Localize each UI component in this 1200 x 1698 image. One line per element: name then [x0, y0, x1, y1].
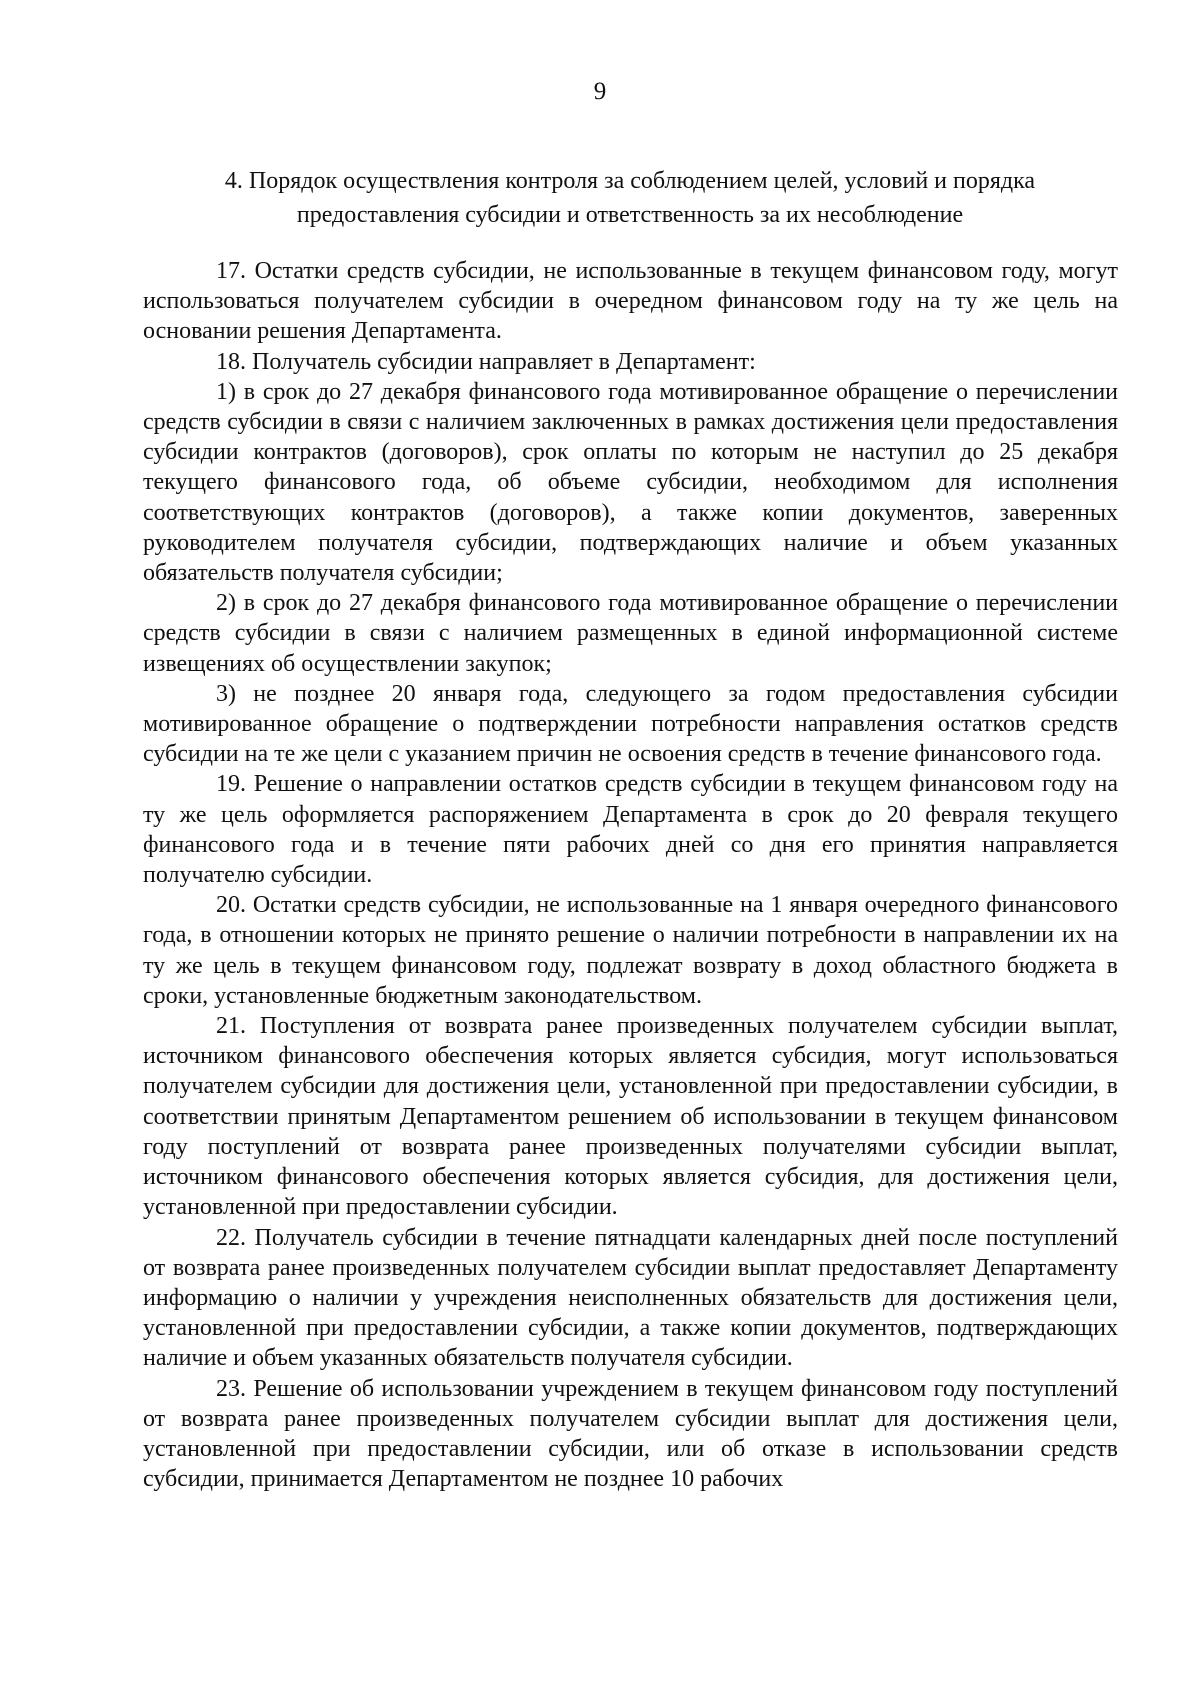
paragraph-18-item-1: 1) в срок до 27 декабря финансового года мотивированное обращение о перечислении средств субсидии в связи с наличием заключенных в рамках достижения цели предоставления субсидии контрактов (договоров), срок оплаты по которым не наступил до 25 декабря текущего финансового года, об объеме субсидии, необходимом для исполнения соответствующих контрактов (договоров), а также копии документов, заверенных руководителем получателя субсидии, подтверждающих наличие и объем указанных обязательств получателя субсидии;: [143, 378, 1118, 587]
section-title-line-1: 4. Порядок осуществления контроля за соблюдением целей, условий и порядка: [224, 168, 1036, 194]
paragraph-22: 22. Получатель субсидии в течение пятнадцати календарных дней после поступлений от возврата ранее произведенных получателем субсидии выплат предоставляет Департаменту информацию о наличии у учреждения неисполненных обязательств для достижения цели, установленной при предоставлении субсидии, а также копии документов, подтверждающих наличие и объем указанных обязательств получателя субсидии.: [143, 1224, 1118, 1372]
section-title: [140, 164, 1120, 232]
paragraph-18-item-2: 2) в срок до 27 декабря финансового года мотивированное обращение о перечислении средств субсидии в связи с наличием размещенных в единой информационной системе извещениях об осуществлении закупок;: [143, 590, 1118, 677]
document-body: [143, 256, 1118, 1494]
page-number: 9: [593, 78, 607, 105]
paragraph-18-item-3: 3) не позднее 20 января года, следующего за годом предоставления субсидии мотивированное обращение о подтверждении потребности направления остатков средств субсидии на те же цели с указанием причин не освоения средств в течение финансового года.: [143, 680, 1118, 768]
paragraph-20: 20. Остатки средств субсидии, не использованные на 1 января очередного финансового года, в отношении которых не принято решение о наличии потребности в направлении их на ту же цель в текущем финансовом году, подлежат возврату в доход областного бюджета в сроки, установленные бюджетным законодательством.: [143, 892, 1118, 1009]
section-title-line-2: предоставления субсидии и ответственность за их несоблюдение: [296, 202, 964, 228]
paragraph-18: 18. Получатель субсидии направляет в Департамент:: [216, 348, 756, 375]
paragraph-17: 17. Остатки средств субсидии, не использованные в текущем финансовом году, могут использоваться получателем субсидии в очередном финансовом году на ту же цель на основании решения Департамента.: [143, 258, 1118, 345]
paragraph-23: 23. Решение об использовании учреждением в текущем финансовом году поступлений от возврата ранее произведенных получателем субсидии выплат для достижения цели, установленной при предоставлении субсидии, или об отказе в использовании средств субсидии, принимается Департаментом не позднее 10 рабочих: [143, 1375, 1118, 1493]
paragraph-19: 19. Решение о направлении остатков средств субсидии в текущем финансовом году на ту же цель оформляется распоряжением Департамента в срок до 20 февраля текущего финансового года и в течение пяти рабочих дней со дня его принятия направляется получателю субсидии.: [143, 771, 1118, 889]
paragraph-21: 21. Поступления от возврата ранее произведенных получателем субсидии выплат, источником финансового обеспечения которых является субсидия, могут использоваться получателем субсидии для достижения цели, установленной при предоставлении субсидии, в соответствии принятым Департаментом решением об использовании в текущем финансовом году поступлений от возврата ранее произведенных получателями субсидии выплат, источником финансового обеспечения которых является субсидия, для достижения цели, установленной при предоставлении субсидии.: [143, 1013, 1118, 1221]
